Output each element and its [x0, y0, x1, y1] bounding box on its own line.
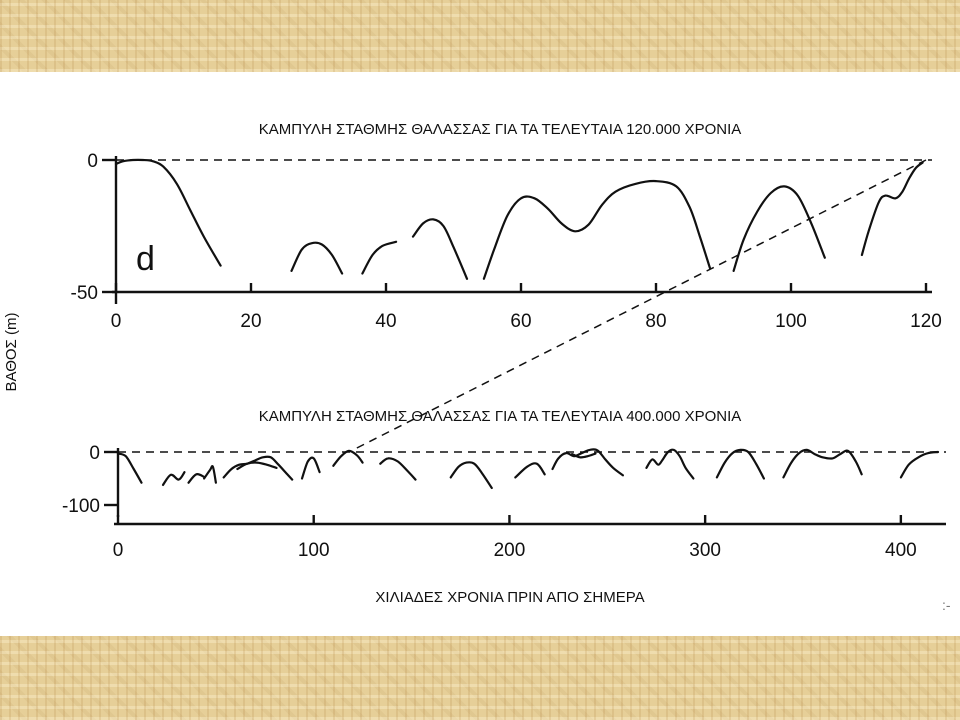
bottom-x-tick-label: 200 [493, 540, 526, 561]
top-x-tick-label: 100 [775, 311, 807, 332]
top-x-tick-label: 40 [375, 311, 397, 332]
bottom-sea-level-segment-14 [646, 450, 693, 479]
bottom-sea-level-segment-5 [224, 457, 293, 480]
top-y-tick-label: 0 [87, 151, 98, 172]
y-axis-label: ΒΑΘΟΣ (m) [3, 312, 20, 392]
top-x-tick-label: 120 [910, 311, 942, 332]
corner-mark: :- [942, 597, 951, 613]
bottom-sea-level-segment-15 [717, 450, 764, 479]
bottom-sea-level-segment-10 [451, 462, 492, 488]
bottom-sea-level-segment-1 [118, 454, 142, 483]
bottom-sea-level-segment-12 [553, 449, 623, 475]
x-axis-label: ΧΙΛΙΑΔΕΣ ΧΡΟΝΙΑ ΠΡΙΝ ΑΠΟ ΣΗΜΕΡΑ [375, 589, 645, 606]
top-sea-level-segment-2 [292, 243, 343, 274]
bottom-sea-level-segment-13 [572, 454, 595, 458]
top-x-tick-label: 20 [240, 311, 262, 332]
top-sea-level-segment-7 [862, 163, 923, 255]
bottom-sea-level-segment-8 [333, 451, 362, 466]
panel-letter: d [136, 240, 155, 278]
bottom-x-tick-label: 300 [689, 540, 721, 561]
bottom-sea-level-segment-4 [204, 466, 216, 483]
bottom-sea-level-segment-3 [189, 474, 205, 483]
bottom-sea-level-segment-9 [380, 458, 415, 479]
bottom-chart [62, 443, 946, 561]
top-chart [71, 151, 942, 332]
bottom-sea-level-segment-11 [515, 463, 544, 477]
chart-title-bottom: ΚΑΜΠΥΛΗ ΣΤΑΘΜΗΣ ΘΑΛΑΣΣΑΣ ΓΙΑ ΤΑ ΤΕΛΕΥΤΑΙΑ 400.000 ΧΡΟΝΙΑ [258, 408, 742, 425]
bottom-x-tick-label: 400 [885, 540, 917, 561]
zoom-connector-line [357, 160, 926, 448]
bottom-sea-level-segment-16 [783, 450, 861, 478]
top-sea-level-segment-1 [116, 160, 221, 266]
top-sea-level-segment-5 [484, 181, 710, 279]
top-x-tick-label: 60 [510, 311, 532, 332]
top-x-tick-label: 80 [645, 311, 667, 332]
top-sea-level-segment-3 [362, 242, 396, 274]
bottom-y-tick-label: -100 [61, 496, 100, 517]
chart-title-top: ΚΑΜΠΥΛΗ ΣΤΑΘΜΗΣ ΘΑΛΑΣΣΑΣ ΓΙΑ ΤΑ ΤΕΛΕΥΤΑΙΑ 120.000 ΧΡΟΝΙΑ [258, 121, 742, 138]
bottom-x-tick-label: 100 [297, 540, 330, 561]
bottom-sea-level-segment-17 [901, 452, 938, 477]
bottom-x-tick-label: 0 [112, 540, 124, 561]
top-sea-level-segment-6 [734, 186, 825, 271]
bottom-sea-level-segment-7 [302, 458, 320, 479]
top-x-tick-label: 0 [110, 311, 122, 332]
top-y-tick-label: -50 [70, 283, 98, 304]
bottom-sea-level-segment-2 [163, 472, 185, 485]
top-sea-level-segment-4 [413, 219, 467, 278]
bottom-y-tick-label: 0 [89, 443, 100, 464]
